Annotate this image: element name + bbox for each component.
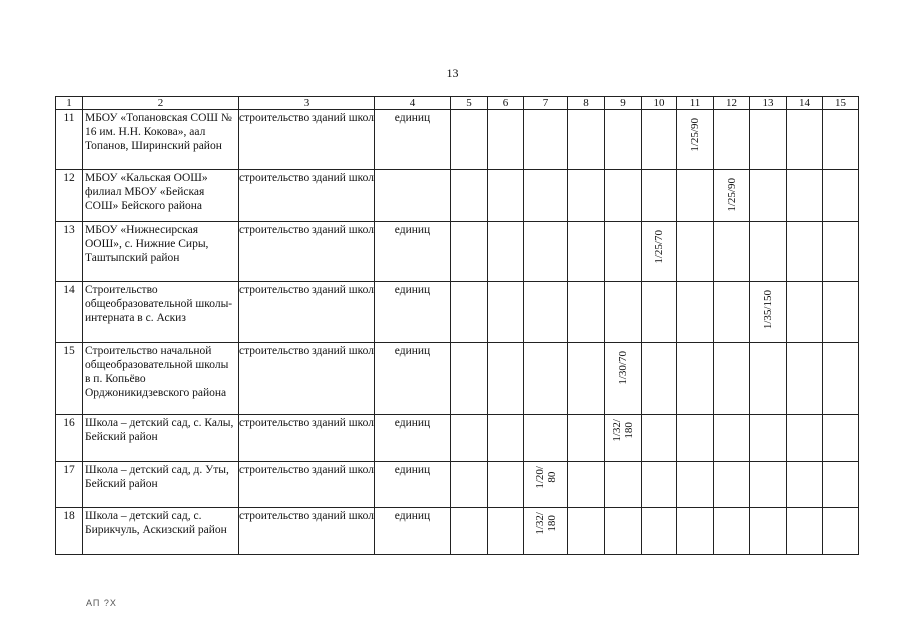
header-cell: 2 <box>83 97 239 110</box>
year-cell <box>677 508 714 555</box>
year-cell <box>524 170 568 222</box>
year-cell <box>823 222 859 282</box>
year-cell <box>677 170 714 222</box>
work-type: строительство зданий школ <box>239 508 375 555</box>
year-cell <box>642 222 677 282</box>
capacity-mark: 1/32/ 180 <box>533 512 558 535</box>
object-name: Школа – детский сад, с. Калы, Бейский район <box>83 415 239 462</box>
header-cell: 13 <box>750 97 787 110</box>
year-cell <box>524 415 568 462</box>
unit: единиц <box>375 462 451 508</box>
unit: единиц <box>375 508 451 555</box>
work-type: строительство зданий школ <box>239 343 375 415</box>
year-cell <box>451 415 488 462</box>
year-cell <box>524 508 568 555</box>
year-cell <box>823 508 859 555</box>
year-cell <box>823 343 859 415</box>
year-cell <box>451 282 488 343</box>
year-cell <box>677 415 714 462</box>
year-cell <box>451 462 488 508</box>
year-cell <box>714 222 750 282</box>
header-cell: 5 <box>451 97 488 110</box>
header-cell: 11 <box>677 97 714 110</box>
table-row <box>56 110 859 170</box>
year-cell <box>823 282 859 343</box>
work-type: строительство зданий школ <box>239 170 375 222</box>
year-cell <box>750 462 787 508</box>
table-row <box>56 222 859 282</box>
capacity-mark: 1/30/70 <box>617 351 629 385</box>
year-cell <box>568 282 605 343</box>
footer-stamp: АП ?Х <box>86 598 117 608</box>
year-cell <box>714 508 750 555</box>
table-row <box>56 462 859 508</box>
page-number: 13 <box>446 66 459 80</box>
capacity-mark: 1/35/150 <box>762 290 774 330</box>
work-type: строительство зданий школ <box>239 222 375 282</box>
unit: единиц <box>375 343 451 415</box>
year-cell <box>524 343 568 415</box>
header-cell: 1 <box>56 97 83 110</box>
object-name: Школа – детский сад, д. Уты, Бейский район <box>83 462 239 508</box>
year-cell <box>787 415 823 462</box>
year-cell <box>605 462 642 508</box>
year-cell <box>823 462 859 508</box>
year-cell <box>823 415 859 462</box>
year-cell <box>750 343 787 415</box>
year-cell <box>605 415 642 462</box>
year-cell <box>787 222 823 282</box>
year-cell <box>451 110 488 170</box>
schedule-table <box>55 96 859 555</box>
header-cell: 7 <box>524 97 568 110</box>
year-cell <box>750 222 787 282</box>
year-cell <box>642 170 677 222</box>
year-cell <box>714 282 750 343</box>
object-name: МБОУ «Кальская ООШ» филиал МБОУ «Бейская СОШ» Бейского района <box>83 170 239 222</box>
object-name: Школа – детский сад, с. Бирикчуль, Аскизский район <box>83 508 239 555</box>
work-type: строительство зданий школ <box>239 282 375 343</box>
year-cell <box>787 282 823 343</box>
row-number: 18 <box>56 508 83 555</box>
year-cell <box>568 110 605 170</box>
object-name: Строительство общеобразовательной школы-интерната в с. Аскиз <box>83 282 239 343</box>
year-cell <box>524 222 568 282</box>
year-cell <box>714 170 750 222</box>
year-cell <box>787 110 823 170</box>
year-cell <box>787 462 823 508</box>
year-cell <box>642 343 677 415</box>
row-number: 12 <box>56 170 83 222</box>
header-cell: 15 <box>823 97 859 110</box>
row-number: 13 <box>56 222 83 282</box>
year-cell <box>568 415 605 462</box>
object-name: МБОУ «Топановская СОШ № 16 им. Н.Н. Кокова», аал Топанов, Ширинский район <box>83 110 239 170</box>
capacity-mark: 1/25/70 <box>653 230 665 264</box>
year-cell <box>605 222 642 282</box>
year-cell <box>488 110 524 170</box>
year-cell <box>787 343 823 415</box>
year-cell <box>451 343 488 415</box>
year-cell <box>605 170 642 222</box>
header-cell: 4 <box>375 97 451 110</box>
header-row <box>56 97 859 110</box>
year-cell <box>750 508 787 555</box>
unit: единиц <box>375 282 451 343</box>
header-cell: 8 <box>568 97 605 110</box>
year-cell <box>605 508 642 555</box>
year-cell <box>787 170 823 222</box>
header-cell: 3 <box>239 97 375 110</box>
work-type: строительство зданий школ <box>239 462 375 508</box>
header-cell: 6 <box>488 97 524 110</box>
year-cell <box>642 282 677 343</box>
year-cell <box>750 170 787 222</box>
year-cell <box>488 508 524 555</box>
row-number: 16 <box>56 415 83 462</box>
year-cell <box>677 222 714 282</box>
row-number: 15 <box>56 343 83 415</box>
year-cell <box>605 343 642 415</box>
year-cell <box>750 415 787 462</box>
year-cell <box>750 282 787 343</box>
object-name: Строительство начальной общеобразовательной школы в п. Копьёво Орджоникидзевского района <box>83 343 239 415</box>
year-cell <box>714 110 750 170</box>
year-cell <box>488 170 524 222</box>
year-cell <box>677 343 714 415</box>
year-cell <box>642 462 677 508</box>
header-cell: 9 <box>605 97 642 110</box>
year-cell <box>714 415 750 462</box>
year-cell <box>605 110 642 170</box>
row-number: 14 <box>56 282 83 343</box>
year-cell <box>451 222 488 282</box>
year-cell <box>787 508 823 555</box>
work-type: строительство зданий школ <box>239 110 375 170</box>
year-cell <box>524 282 568 343</box>
year-cell <box>488 415 524 462</box>
header-cell: 14 <box>787 97 823 110</box>
year-cell <box>451 508 488 555</box>
table-row <box>56 170 859 222</box>
capacity-mark: 1/20/ 80 <box>533 466 558 489</box>
table-row <box>56 343 859 415</box>
table-row <box>56 508 859 555</box>
year-cell <box>488 282 524 343</box>
year-cell <box>488 343 524 415</box>
year-cell <box>823 170 859 222</box>
year-cell <box>714 462 750 508</box>
year-cell <box>488 462 524 508</box>
capacity-mark: 1/32/ 180 <box>611 419 635 442</box>
year-cell <box>750 110 787 170</box>
year-cell <box>677 462 714 508</box>
unit: единиц <box>375 110 451 170</box>
capacity-mark: 1/25/90 <box>689 118 701 152</box>
object-name: МБОУ «Нижнесирская ООШ», с. Нижние Сиры, Таштыпский район <box>83 222 239 282</box>
year-cell <box>568 508 605 555</box>
year-cell <box>642 415 677 462</box>
year-cell <box>714 343 750 415</box>
capacity-mark: 1/25/90 <box>725 178 738 212</box>
work-type: строительство зданий школ <box>239 415 375 462</box>
year-cell <box>642 110 677 170</box>
unit: единиц <box>375 415 451 462</box>
unit: единиц <box>375 222 451 282</box>
year-cell <box>568 170 605 222</box>
year-cell <box>642 508 677 555</box>
year-cell <box>568 222 605 282</box>
year-cell <box>568 462 605 508</box>
table-row <box>56 415 859 462</box>
unit <box>375 170 451 222</box>
header-cell: 12 <box>714 97 750 110</box>
year-cell <box>524 462 568 508</box>
table-row <box>56 282 859 343</box>
year-cell <box>677 110 714 170</box>
year-cell <box>451 170 488 222</box>
year-cell <box>823 110 859 170</box>
row-number: 17 <box>56 462 83 508</box>
year-cell <box>488 222 524 282</box>
header-cell: 10 <box>642 97 677 110</box>
table-body <box>56 97 859 555</box>
year-cell <box>677 282 714 343</box>
row-number: 11 <box>56 110 83 170</box>
year-cell <box>524 110 568 170</box>
year-cell <box>605 282 642 343</box>
year-cell <box>568 343 605 415</box>
